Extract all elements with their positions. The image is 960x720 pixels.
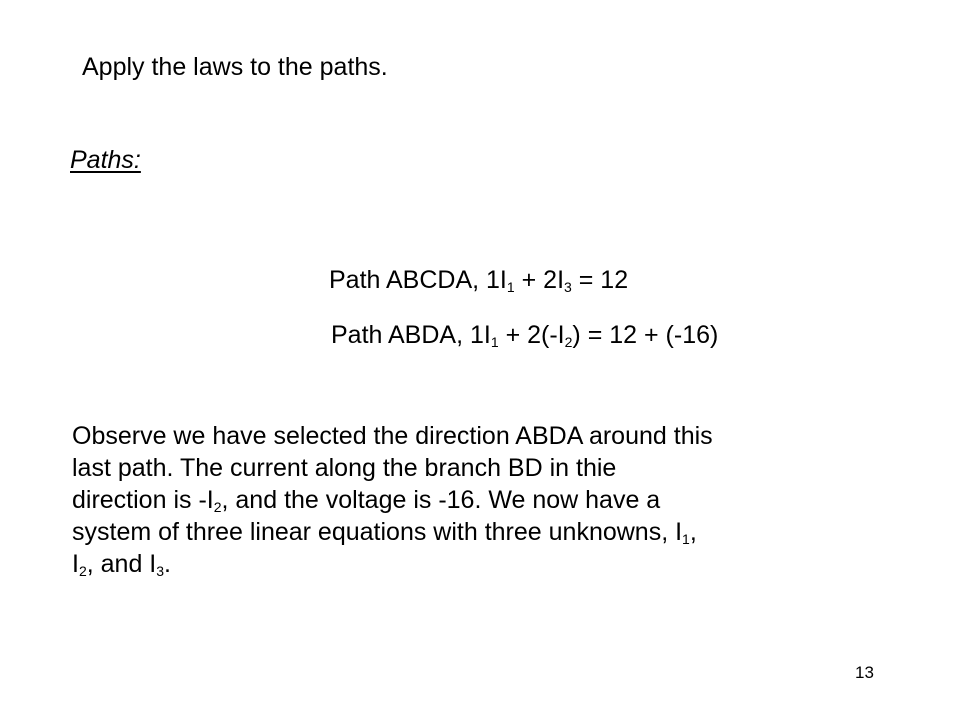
paragraph-line — [72, 548, 912, 580]
equation-text: + 2I — [514, 266, 565, 294]
equation-path-abda — [331, 323, 718, 348]
subscript: 3 — [564, 279, 572, 295]
page-number-text: 13 — [855, 663, 874, 682]
equation-text: Path ABDA, 1I — [331, 321, 491, 349]
subscript: 2 — [213, 499, 222, 515]
paragraph-text: , and I — [86, 550, 157, 578]
paths-label-text: Paths: — [70, 146, 141, 174]
paragraph-text: I — [72, 550, 79, 578]
slide-heading — [82, 55, 388, 80]
paths-label — [70, 148, 141, 173]
paragraph-text: direction is -I — [72, 486, 214, 514]
heading-text: Apply the laws to the paths. — [82, 53, 388, 81]
equation-text: ) = 12 + (-16) — [572, 321, 719, 349]
equation-text: = 12 — [571, 266, 629, 294]
equation-text: + 2(-I — [498, 321, 565, 349]
paragraph-text: , — [689, 518, 697, 546]
paragraph-text: last path. The current along the branch BD in thie — [72, 454, 617, 482]
paragraph-line — [72, 516, 912, 548]
subscript: 3 — [156, 563, 165, 579]
subscript: 1 — [490, 334, 499, 350]
paragraph-text: , and the voltage is -16. We now have a — [221, 486, 661, 514]
paragraph-line — [72, 484, 912, 516]
paragraph-text: . — [164, 550, 171, 578]
subscript: 1 — [682, 531, 690, 547]
paragraph-text: system of three linear equations with three unknowns, I — [72, 518, 683, 546]
paragraph-line — [72, 452, 912, 484]
subscript: 2 — [78, 563, 87, 579]
explanation-paragraph — [72, 420, 912, 580]
paragraph-line — [72, 420, 912, 452]
subscript: 2 — [564, 334, 573, 350]
paragraph-text: Observe we have selected the direction ABDA around this — [72, 422, 713, 450]
equation-path-abcda — [329, 268, 628, 293]
equation-text: Path ABCDA, 1I — [329, 266, 507, 294]
subscript: 1 — [506, 279, 515, 295]
page-number — [855, 664, 874, 681]
